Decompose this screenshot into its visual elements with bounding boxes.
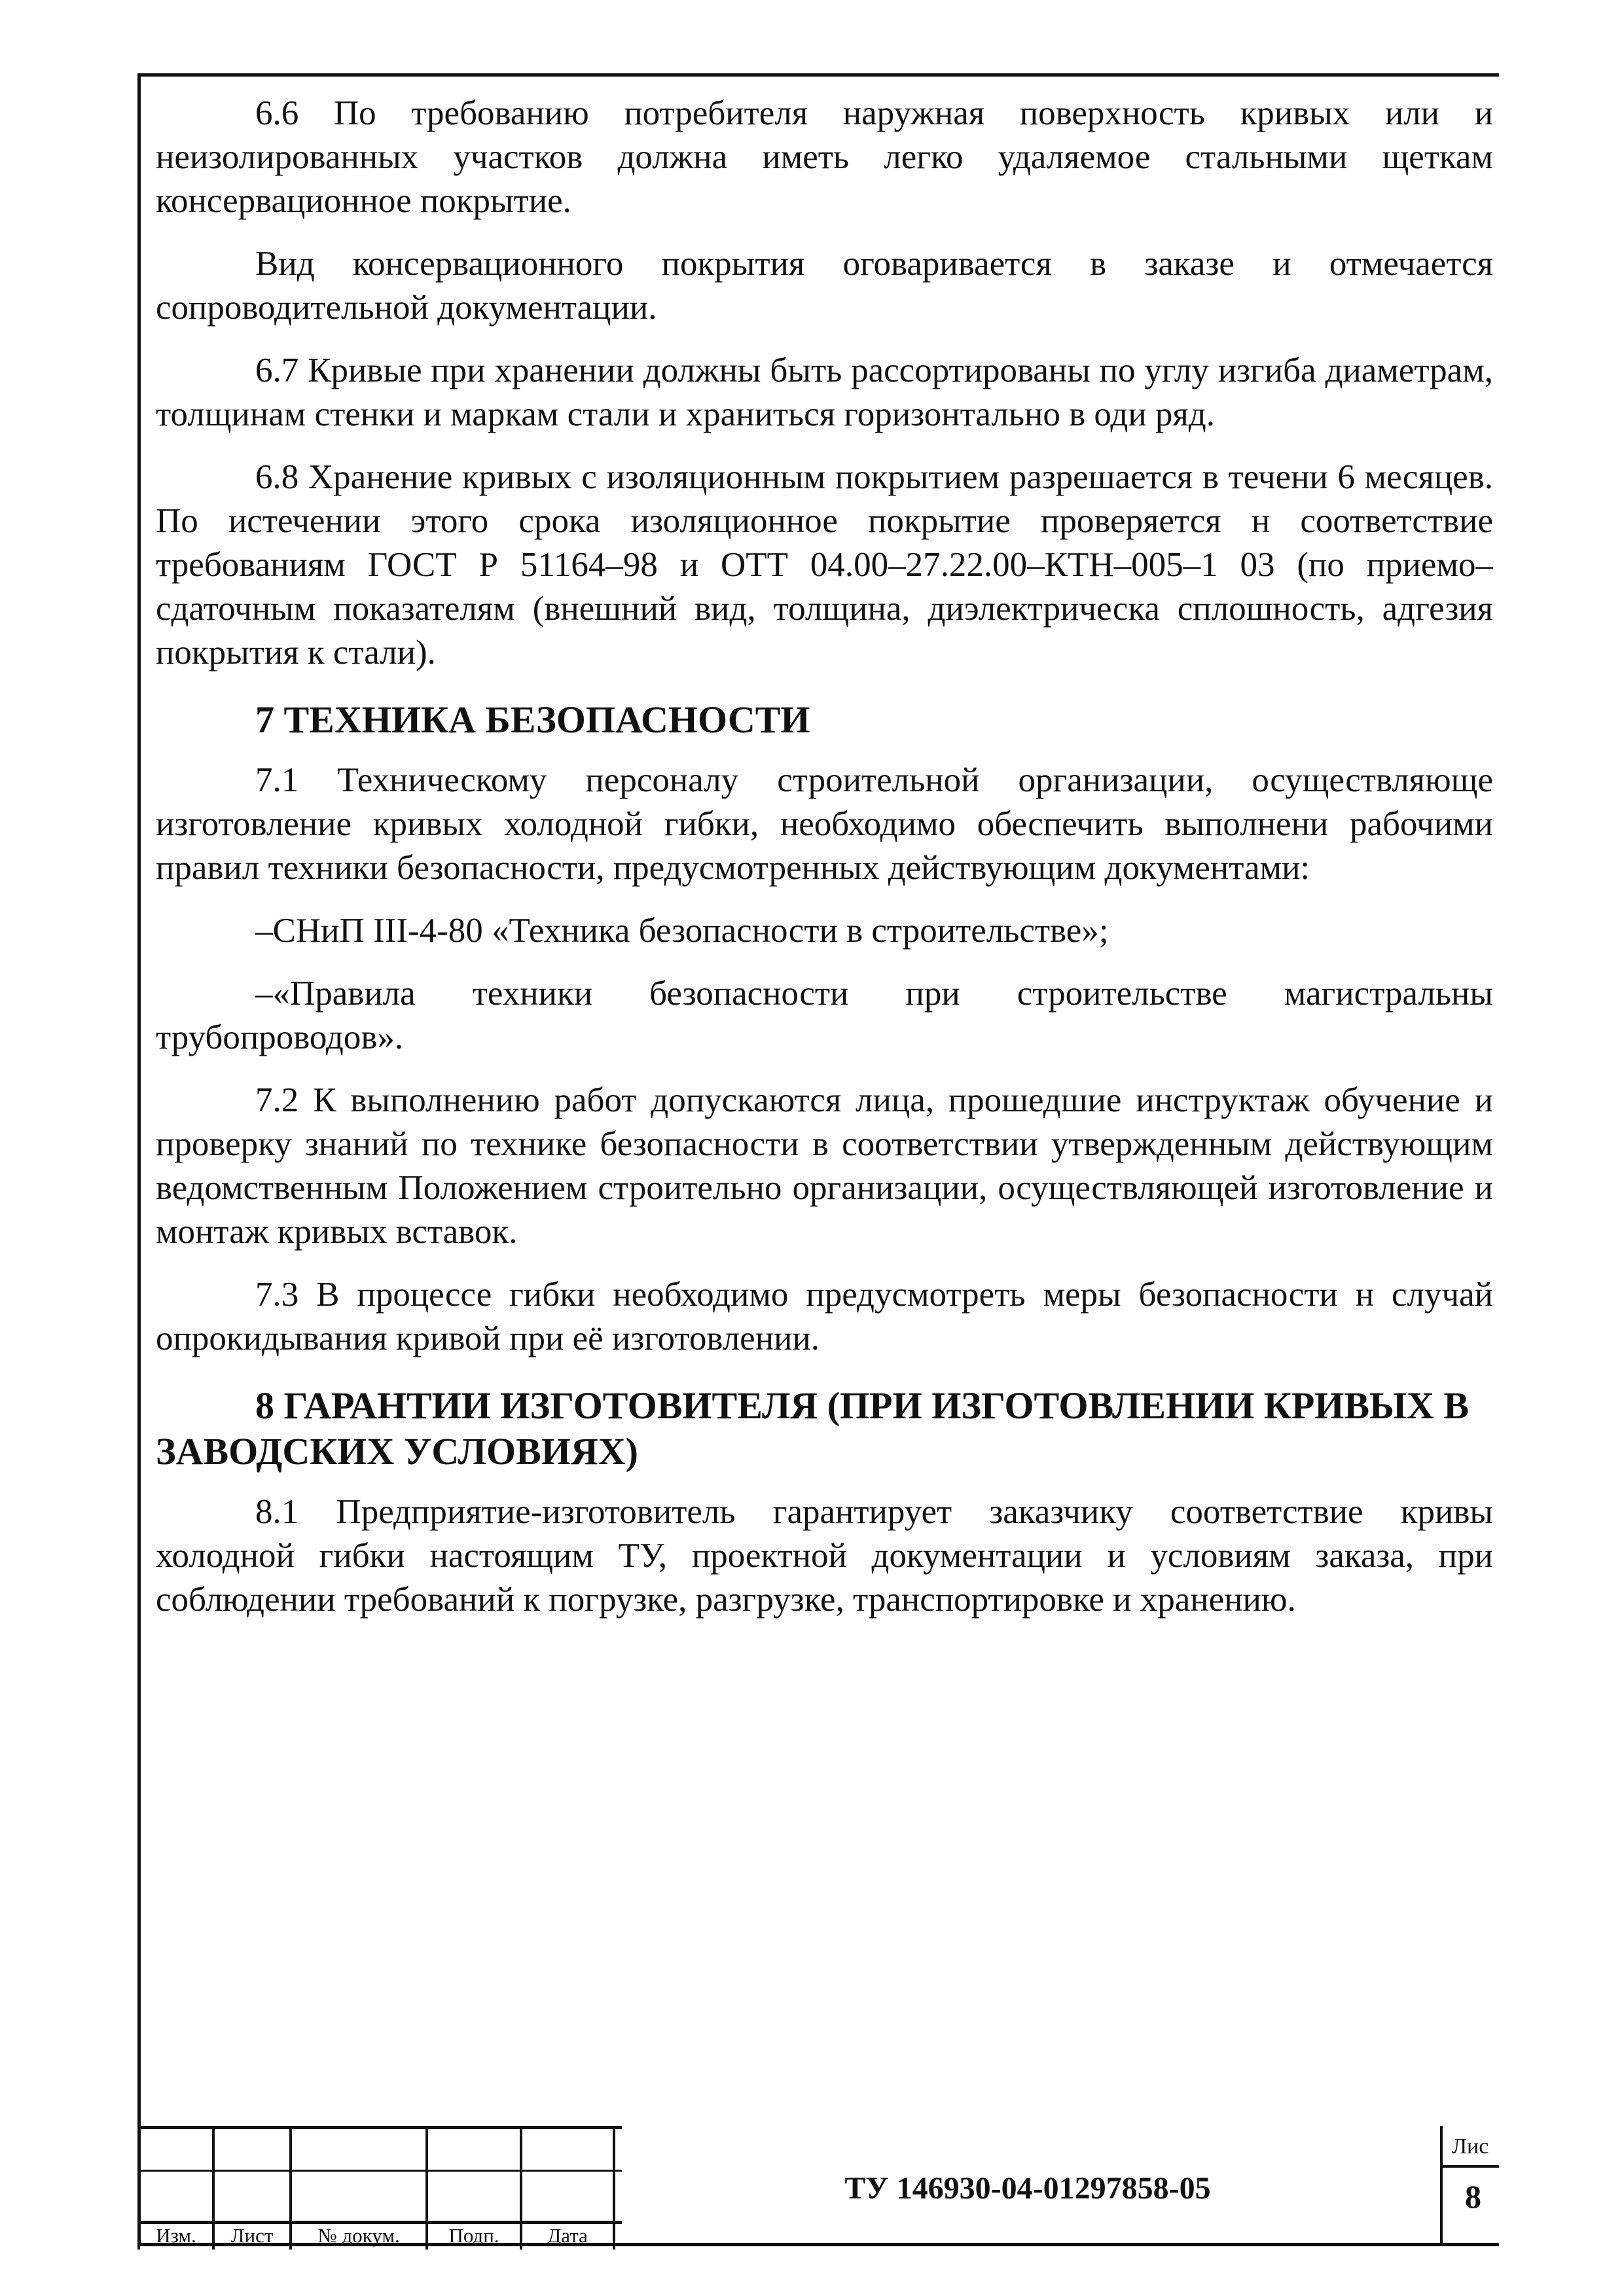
paragraph-7-1-item-1: –СНиП III-4-80 «Техника безопасности в строительстве»; bbox=[255, 912, 1109, 950]
paragraph-6-8: 6.8 Хранение кривых с изоляционным покрытием разрешается в течени 6 месяцев. По истечении этого срока изоляционное покрытие проверяется н соответствие требованиям ГОСТ Р 51164–98 и ОТТ 04.00–27.22.00–КТН–005–1 03 (по приемо–сдаточным показателям (внешний вид, толщина, диэлектрическа сплошность, адгезия покрытия к стали). bbox=[156, 458, 1493, 672]
section-heading-8: 8 ГАРАНТИИ ИЗГОТОВИТЕЛЯ (ПРИ ИЗГОТОВЛЕНИИ КРИВЫХ В ЗАВОДСКИХ УСЛОВИЯХ) bbox=[156, 1384, 1470, 1473]
paragraph-6-7: 6.7 Кривые при хранении должны быть рассортированы по углу изгиба диаметрам, толщинам стенки и маркам стали и храниться горизонтально в оди ряд. bbox=[156, 351, 1493, 433]
title-block bbox=[137, 2126, 1499, 2246]
paragraph-8-1: 8.1 Предприятие-изготовитель гарантирует заказчику соответствие кривы холодной гибки настоящим ТУ, проектной документации и условиям заказа, при соблюдении требований к погрузке, разгрузке, транспортировке и хранению. bbox=[156, 1493, 1493, 1619]
section-heading-7: 7 ТЕХНИКА БЕЗОПАСНОСТИ bbox=[255, 698, 810, 741]
stamp-col-izm: Изм. bbox=[156, 2224, 196, 2247]
paragraph-6-6-cont: Вид консервационного покрытия оговаривается в заказе и отмечается сопроводительной документации. bbox=[156, 245, 1493, 327]
document-number: ТУ 146930-04-01297858-05 bbox=[844, 2171, 1211, 2206]
paragraph-7-3: 7.3 В процессе гибки необходимо предусмотреть меры безопасности н случай опрокидывания кривой при её изготовлении. bbox=[156, 1276, 1493, 1357]
title-block-col-line bbox=[613, 2129, 615, 2250]
sheet-label: Лис bbox=[1452, 2134, 1489, 2159]
document-body bbox=[156, 92, 1493, 1641]
sheet-number-box bbox=[1440, 2126, 1499, 2246]
sheet-box-divider bbox=[1440, 2165, 1499, 2168]
sheet-box-divider bbox=[1440, 2126, 1443, 2246]
paragraph-7-1: 7.1 Техническому персоналу строительной организации, осуществляюще изготовление кривых холодной гибки, необходимо обеспечить выполнени рабочими правил техники безопасности, предусмотренных действующим документами: bbox=[156, 761, 1493, 887]
stamp-col-podp: Подп. bbox=[448, 2224, 499, 2247]
stamp-col-doc: № докум. bbox=[317, 2224, 400, 2247]
sheet-number: 8 bbox=[1465, 2178, 1481, 2215]
paragraph-7-1-item-2: –«Правила техники безопасности при строительстве магистральны трубопроводов». bbox=[156, 975, 1493, 1056]
paragraph-7-2: 7.2 К выполнению работ допускаются лица, прошедшие инструктаж обучение и проверку знаний по технике безопасности в соответствии утвержденным действующим ведомственным Положением строительно организации, осуществляющей изготовление и монтаж кривых вставок. bbox=[156, 1081, 1493, 1251]
title-block-row-line bbox=[137, 2170, 622, 2172]
stamp-col-data: Дата bbox=[547, 2224, 588, 2247]
stamp-col-list: Лист bbox=[230, 2224, 274, 2247]
paragraph-6-6: 6.6 По требованию потребителя наружная поверхность кривых или и неизолированных участков должна иметь легко удаляемое стальными щеткам консервационное покрытие. bbox=[156, 94, 1493, 220]
title-block-grid bbox=[137, 2126, 622, 2246]
